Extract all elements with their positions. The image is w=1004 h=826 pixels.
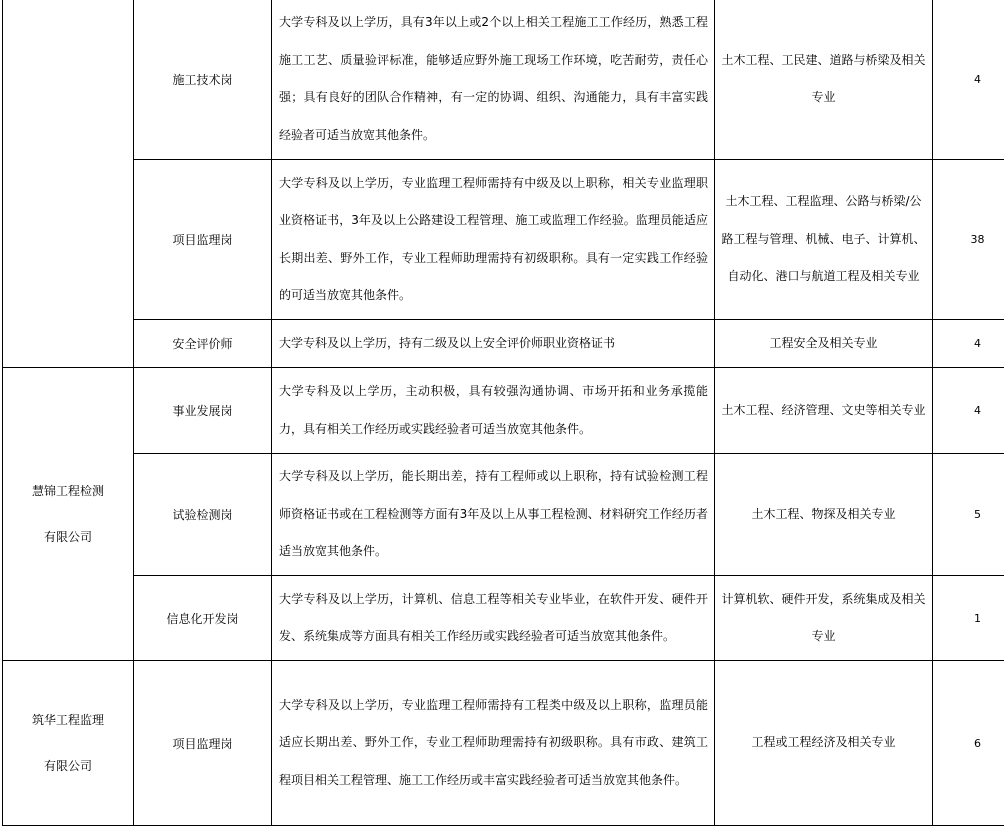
table-row	[3, 368, 1004, 454]
post-cell: 施工技术岗	[134, 0, 272, 160]
company-name-line1: 慧锦工程检测	[3, 468, 133, 514]
table-row	[3, 576, 1004, 661]
major-cell: 工程或工程经济及相关专业	[715, 661, 933, 826]
company-name-line1: 筑华工程监理	[3, 697, 133, 743]
company-cell	[3, 368, 134, 661]
major-cell: 土木工程、物探及相关专业	[715, 454, 933, 576]
post-cell: 事业发展岗	[134, 368, 272, 454]
post-cell: 项目监理岗	[134, 661, 272, 826]
major-cell: 工程安全及相关专业	[715, 320, 933, 368]
count-cell: 1	[933, 576, 1004, 661]
table-row	[3, 661, 1004, 826]
requirement-cell: 大学专科及以上学历，主动积极，具有较强沟通协调、市场开拓和业务承揽能力，具有相关工作经历或实践经验者可适当放宽其他条件。	[272, 368, 715, 454]
requirement-cell: 大学专科及以上学历，专业监理工程师需持有工程类中级及以上职称，监理员能适应长期出差、野外工作，专业工程师助理需持有初级职称。具有市政、建筑工程项目相关工程管理、施工工作经历或丰富实践经验者可适当放宽其他条件。	[272, 661, 715, 826]
post-cell: 试验检测岗	[134, 454, 272, 576]
company-name-line2: 有限公司	[3, 514, 133, 560]
company-cell	[3, 661, 134, 826]
requirement-cell: 大学专科及以上学历，具有3年以上或2个以上相关工程施工工作经历，熟悉工程施工工艺、质量验评标准，能够适应野外施工现场工作环境，吃苦耐劳，责任心强；具有良好的团队合作精神，有一定的协调、组织、沟通能力，具有丰富实践经验者可适当放宽其他条件。	[272, 0, 715, 160]
post-cell: 安全评价师	[134, 320, 272, 368]
major-cell: 土木工程、工程监理、公路与桥梁/公路工程与管理、机械、电子、计算机、自动化、港口与航道工程及相关专业	[715, 160, 933, 320]
requirement-cell: 大学专科及以上学历，专业监理工程师需持有中级及以上职称，相关专业监理职业资格证书，3年及以上公路建设工程管理、施工或监理工作经验。监理员能适应长期出差、野外工作，专业工程师助理需持有初级职称。具有一定实践工作经验的可适当放宽其他条件。	[272, 160, 715, 320]
count-cell: 38	[933, 160, 1004, 320]
table-row	[3, 160, 1004, 320]
major-cell: 土木工程、工民建、道路与桥梁及相关专业	[715, 0, 933, 160]
count-cell: 4	[933, 0, 1004, 160]
major-cell: 土木工程、经济管理、文史等相关专业	[715, 368, 933, 454]
table-row	[3, 320, 1004, 368]
requirement-cell: 大学专科及以上学历，计算机、信息工程等相关专业毕业，在软件开发、硬件开发、系统集成等方面具有相关工作经历或实践经验者可适当放宽其他条件。	[272, 576, 715, 661]
count-cell: 4	[933, 320, 1004, 368]
company-cell-continued	[3, 0, 134, 368]
count-cell: 6	[933, 661, 1004, 826]
requirement-cell: 大学专科及以上学历，能长期出差，持有工程师或以上职称，持有试验检测工程师资格证书或在工程检测等方面有3年及以上从事工程检测、材料研究工作经历者适当放宽其他条件。	[272, 454, 715, 576]
table-row	[3, 0, 1004, 160]
recruitment-table	[2, 0, 1004, 826]
company-name-line2: 有限公司	[3, 743, 133, 789]
major-cell: 计算机软、硬件开发，系统集成及相关专业	[715, 576, 933, 661]
post-cell: 信息化开发岗	[134, 576, 272, 661]
requirement-cell: 大学专科及以上学历，持有二级及以上安全评价师职业资格证书	[272, 320, 715, 368]
count-cell: 4	[933, 368, 1004, 454]
count-cell: 5	[933, 454, 1004, 576]
table-row	[3, 454, 1004, 576]
post-cell: 项目监理岗	[134, 160, 272, 320]
